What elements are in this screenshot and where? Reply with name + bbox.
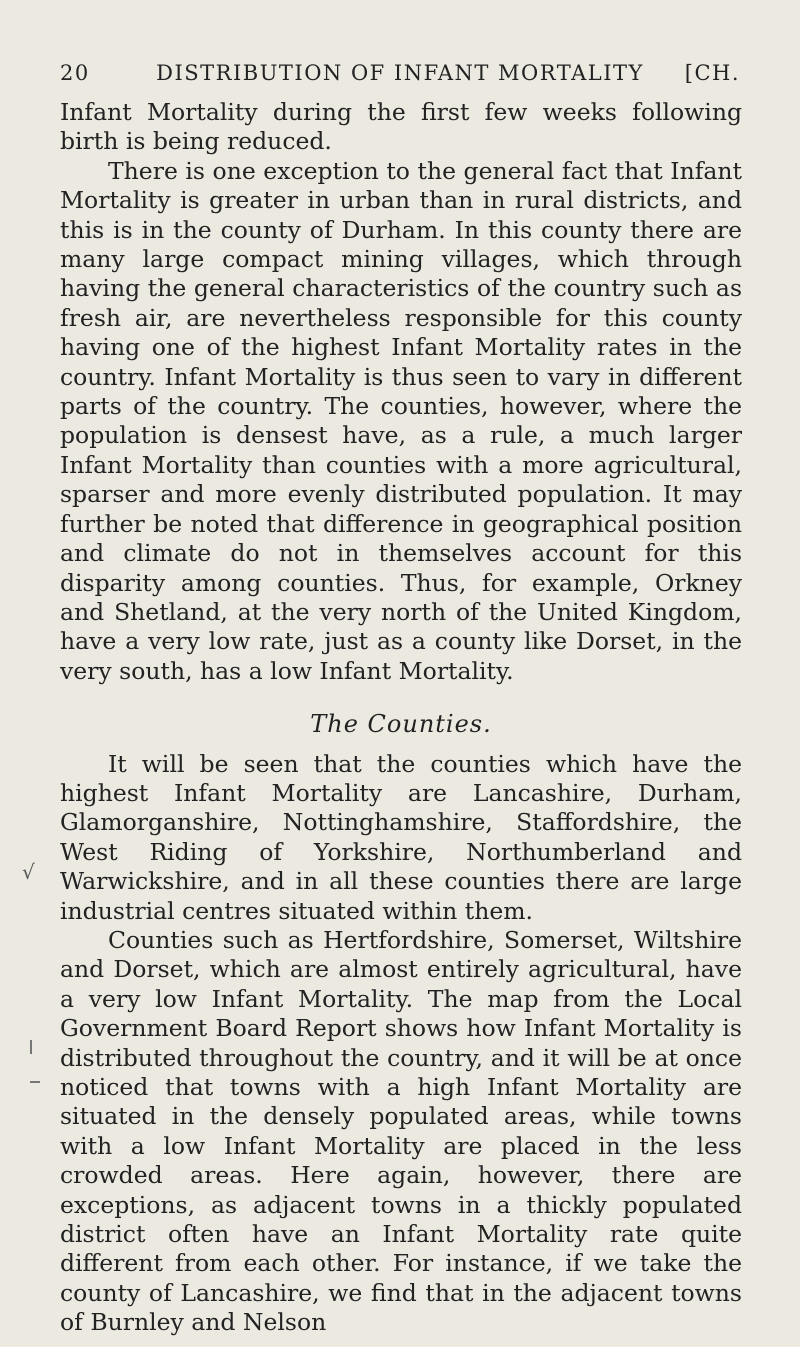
section-heading: The Counties. (310, 710, 492, 739)
margin-pencil-mark (30, 1069, 40, 1083)
chapter-marker: [CH. (684, 61, 740, 85)
running-head (60, 58, 740, 88)
paragraph-agricultural-counties: Counties such as Hertfordshire, Somerset, Wiltshire and Dorset, which are almost entirely agricultural, have a very low Infant Mortality. The map from the Local Government Board Report shows how Infant Mortality is distributed throughout the country, and it will be at once noticed that towns with a high Infant Mortality are situated in the densely populated areas, while towns with a low Infant Mortality are placed in the less crowded areas. Here again, however, there are exceptions, as adjacent towns in a thickly populated district often have an Infant Mortality rate quite different from each other. For instance, if we take the county of Lancashire, we find that in the adjacent towns of Burnley and Nelson (60, 925, 742, 1337)
paragraph-durham-exception: There is one exception to the general fact that Infant Mortality is greater in urban than in rural districts, and this is in the county of Durham. In this county there are many large compact mining villages, which through having the general characteristics of the country such as fresh air, are nevertheless responsible for this county having one of the highest Infant Mortality rates in the country. Infant Mortality is thus seen to vary in different parts of the country. The counties, however, where the population is densest have, as a rule, a much larger Infant Mortality than counties with a more agricultural, sparser and more evenly distributed population. It may further be noted that difference in geographical position and climate do not in themselves account for this disparity among counties. Thus, for example, Orkney and Shetland, at the very north of the United Kingdom, have a very low rate, just as a county like Dorset, in the very south, has a low Infant Mortality. (60, 156, 742, 685)
paragraph-continued: Infant Mortality during the first few weeks following birth is being reduced. (60, 98, 742, 156)
paragraph-highest-counties: It will be seen that the counties which have the highest Infant Mortality are Lancashire, Durham, Glamorganshire, Nottinghamshire, Staffordshire, the West Riding of Yorkshire, Northumberland and Warwickshire, and in all these counties there are large industrial centres situated within them. (60, 749, 742, 925)
running-title: DISTRIBUTION OF INFANT MORTALITY (156, 61, 644, 85)
margin-pencil-mark (30, 1040, 38, 1054)
margin-check-mark: √ (22, 860, 35, 884)
page-number: 20 (60, 61, 90, 85)
body-text (60, 98, 742, 1338)
